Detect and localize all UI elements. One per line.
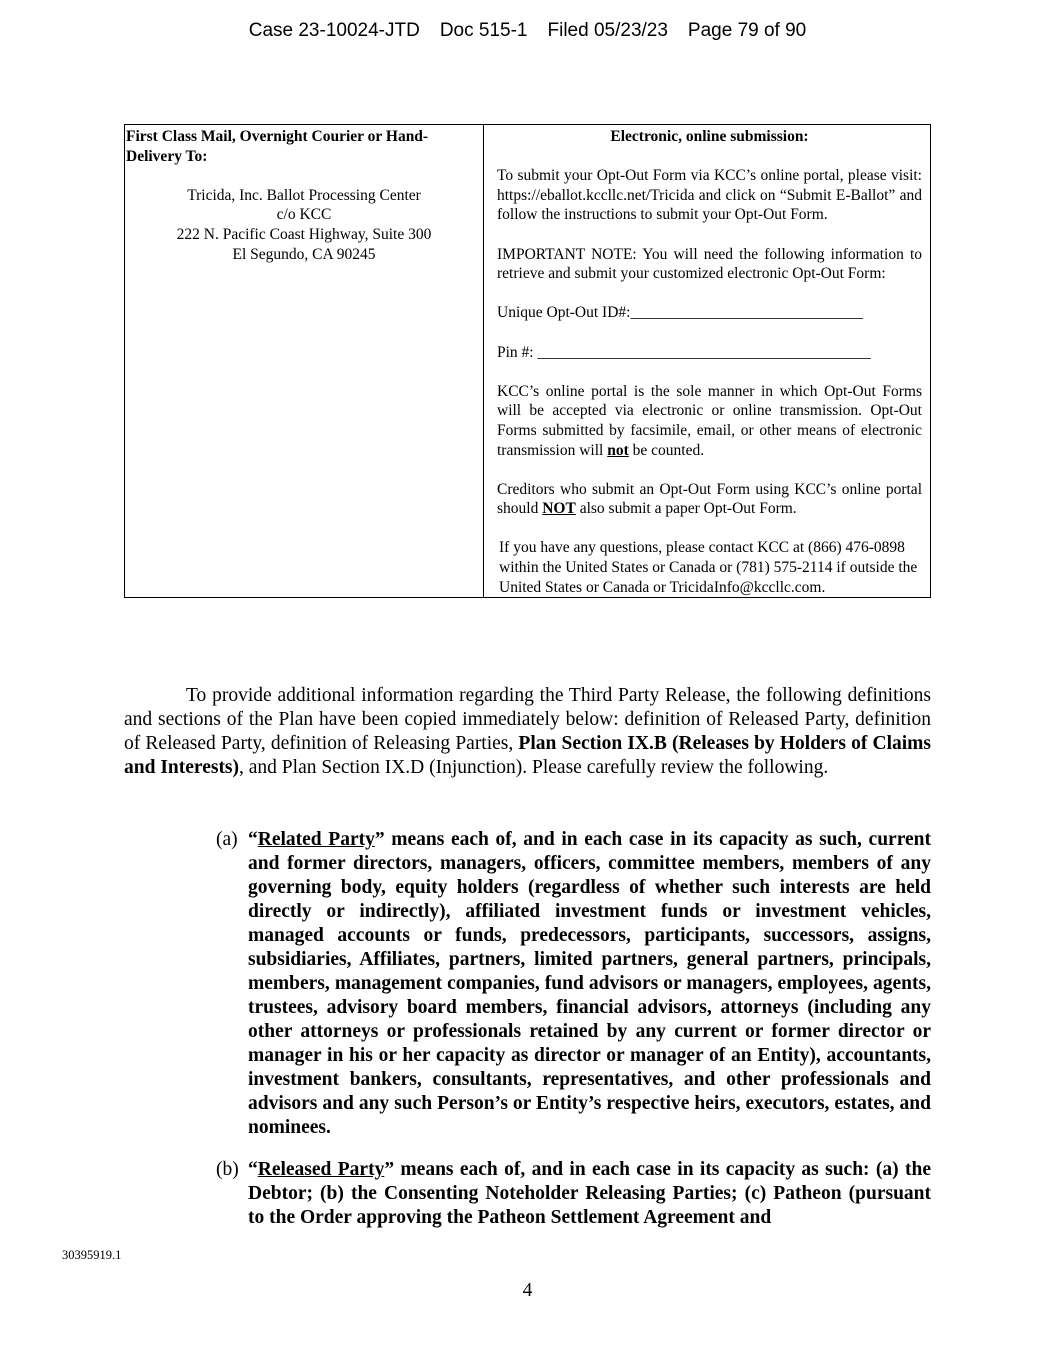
- important-note: IMPORTANT NOTE: You will need the following information to retrieve and submit your customized electronic Opt-Out Form:: [497, 245, 922, 283]
- emphasis-not: not: [607, 441, 629, 459]
- definition-text: “Released Party” means each of, and in each case in its capacity as such: (a) the Debtor; (b) the Consenting Noteholder Releasing Parties; (c) Patheon (pursuant to the Order approving the Patheon Settlement Agreement and: [248, 1159, 931, 1228]
- online-submission-cell: [484, 125, 931, 598]
- pin-field: Pin #: ___________________________________________: [497, 343, 871, 361]
- mail-delivery-heading: First Class Mail, Overnight Courier or Hand-Delivery To:: [126, 128, 429, 165]
- definition-label: (b): [216, 1159, 239, 1180]
- page-of-total: Page 79 of 90: [687, 20, 807, 41]
- mailing-address: [126, 186, 482, 264]
- definition-text: “Related Party” means each of, and in each case in its capacity as such, current and former directors, managers, officers, committee members, members of any governing body, equity holders (regardless of whether such interests are held directly or indirectly), affiliated investment funds or investment vehicles, managed accounts or funds, predecessors, participants, successors, assigns, subsidiaries, Affiliates, partners, limited partners, general partners, principals, members, management companies, fund advisors or managers, employees, agents, trustees, advisory board members, financial advisors, attorneys (including any other attorneys or professionals retained by any current or former director or manager in his or her capacity as director or manager of an Entity), accountants, investment bankers, consultants, representatives, and other professionals and advisors and any such Person’s or Entity’s respective heirs, executors, estates, and nominees.: [248, 829, 931, 1138]
- defined-term: Released Party: [257, 1159, 385, 1180]
- contact-info: If you have any questions, please contact KCC at (866) 476-0898 within the United States or Canada or (781) 575-2114 if outside the United States or Canada or TricidaInfo@kccllc.com.: [499, 539, 918, 596]
- address-line: El Segundo, CA 90245: [232, 245, 376, 263]
- filed-date: Filed 05/23/23: [547, 20, 668, 41]
- page-number: 4: [522, 1280, 533, 1301]
- plan-section-reference: Plan Section IX.B (Releases by Holders of Claims and Interests): [124, 733, 931, 778]
- doc-number: Doc 515-1: [439, 20, 528, 41]
- definition-released-party: [216, 1158, 931, 1230]
- submission-methods-table: [124, 124, 931, 598]
- portal-sole-manner-note: KCC’s online portal is the sole manner in which Opt-Out Forms will be accepted via electronic or online transmission. Opt-Out Forms submitted by facsimile, email, or other means of electronic transmission will not be counted.: [497, 382, 922, 459]
- mail-delivery-cell: [125, 125, 484, 598]
- intro-paragraph: To provide additional information regarding the Third Party Release, the following definitions and sections of the Plan have been copied immediately below: definition of Released Party, definition of Released Party, definition of Releasing Parties, Plan Section IX.B (Releases by Holders of Claims and Interests), and Plan Section IX.D (Injunction). Please carefully review the following.: [124, 685, 931, 778]
- case-number: Case 23-10024-JTD: [248, 20, 420, 41]
- address-line: Tricida, Inc. Ballot Processing Center: [187, 186, 421, 204]
- filing-header: [0, 20, 1055, 42]
- address-line: c/o KCC: [276, 206, 332, 224]
- definition-label: (a): [216, 829, 238, 850]
- opt-out-id-field: Unique Opt-Out ID#:______________________________: [497, 304, 863, 322]
- online-submission-heading: Electronic, online submission:: [610, 128, 809, 145]
- no-paper-form-note: Creditors who submit an Opt-Out Form using KCC’s online portal should NOT also submit a paper Opt-Out Form.: [497, 480, 922, 518]
- document-id: 30395919.1: [62, 1248, 122, 1262]
- portal-instructions: To submit your Opt-Out Form via KCC’s online portal, please visit: https://eballot.kccllc.net/Tricida and click on “Submit E-Ballot” and follow the instructions to submit your Opt-Out Form.: [497, 167, 922, 224]
- address-line: 222 N. Pacific Coast Highway, Suite 300: [176, 225, 432, 243]
- defined-term: Related Party: [257, 829, 375, 850]
- definition-related-party: [216, 828, 931, 1140]
- emphasis-not-caps: NOT: [542, 500, 576, 518]
